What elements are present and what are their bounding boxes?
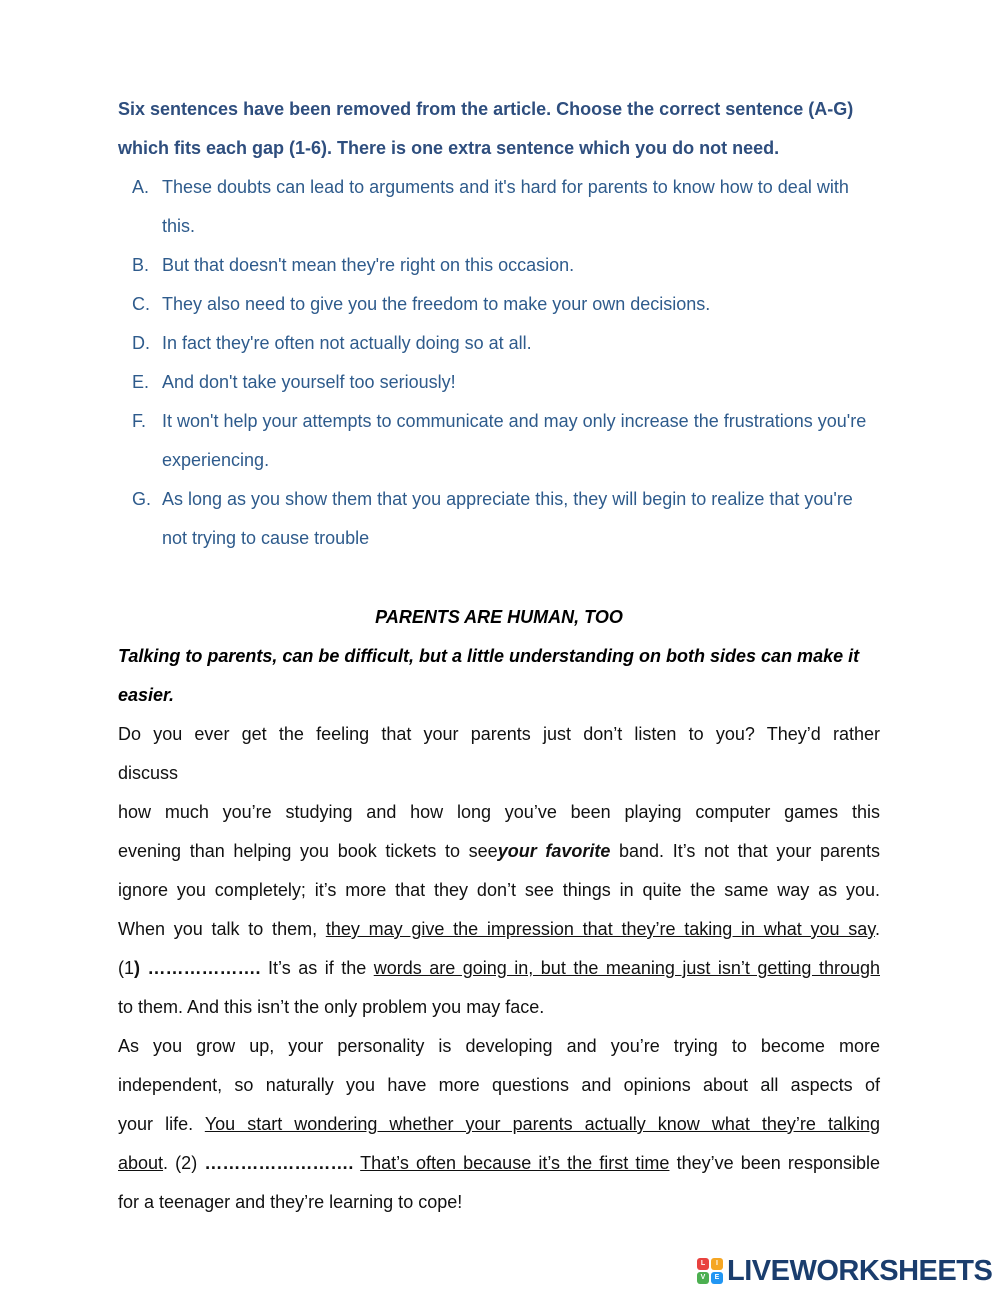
logo-square-icon: E [711,1272,723,1284]
logo-square-icon: V [697,1272,709,1284]
underlined-text: That’s often because it’s the first time [360,1153,670,1173]
instructions-line-1: Six sentences have been removed from the article. Choose the correct sentence (A-G) [118,99,854,119]
option-text: As long as you show them that you appreciate this, they will begin to realize that you're not trying to cause trouble [162,489,853,548]
logo-square-icon: L [697,1258,709,1270]
text-line: how much you’re studying and how long you’ve been playing computer games this [118,802,880,822]
option-g [118,480,880,558]
option-letter: C. [132,294,150,314]
text-line: to them. And this isn’t the only problem you may face. [118,997,545,1017]
article-paragraph-2 [118,1027,880,1222]
options-list [118,168,880,558]
text-span: evening than helping you book tickets to see [118,841,498,861]
option-text: And don't take yourself too seriously! [162,372,456,392]
option-a [118,168,880,246]
text-line: independent, so naturally you have more questions and opinions about all aspects of [118,1075,880,1095]
option-text: They also need to give you the freedom to make your own decisions. [162,294,711,314]
text-line [118,1105,880,1144]
text-span: . (2) [163,1153,205,1173]
option-letter: B. [132,255,150,275]
option-letter: G. [132,489,152,509]
text-line: discuss [118,763,179,783]
option-e [118,363,880,402]
option-d [118,324,880,363]
logo-text: LIVEWORKSHEETS [727,1254,993,1287]
emphasis-text: your favorite [497,841,611,861]
option-letter: A. [132,177,150,197]
text-span: (1 [118,958,135,978]
article-paragraph-1 [118,715,880,1027]
worksheet-page [118,90,880,1222]
option-letter: F. [132,411,147,431]
option-text: But that doesn't mean they're right on this occasion. [162,255,575,275]
instructions [118,90,880,168]
option-f [118,402,880,480]
text-line: for a teenager and they’re learning to cope! [118,1192,463,1212]
text-span: band. It’s not that your parents [610,841,881,861]
text-span: . [874,919,880,939]
option-text: These doubts can lead to arguments and it's hard for parents to know how to deal with this. [162,177,849,236]
logo-square-icon: I [711,1258,723,1270]
option-b [118,246,880,285]
option-c [118,285,880,324]
article-subtitle: Talking to parents, can be difficult, but a little understanding on both sides can make it easier. [118,646,860,705]
underlined-text: You start wondering whether your parents actually know what they’re talking [204,1114,881,1134]
gap-1: ) ………………. [134,958,261,978]
option-text: It won't help your attempts to communicate and may only increase the frustrations you're experiencing. [162,411,867,470]
article-title: PARENTS ARE HUMAN, TOO [375,607,623,627]
text-line [118,949,880,988]
liveworksheets-logo-icon [697,1258,723,1284]
text-line [118,832,880,871]
underlined-text: they may give the impression that they’re taking in what you say [325,919,875,939]
text-span: they’ve been responsible [669,1153,880,1173]
gap-2: ……………………. [204,1153,354,1173]
text-line [118,1144,880,1183]
text-line: Do you ever get the feeling that your parents just don’t listen to you? They’d rather [118,724,880,744]
instructions-line-2: which fits each gap (1-6). There is one extra sentence which you do not need. [118,138,780,158]
option-letter: D. [132,333,150,353]
text-span: When you talk to them, [118,919,326,939]
liveworksheets-logo [697,1255,992,1287]
text-line: ignore you completely; it’s more that they don’t see things in quite the same way as you. [118,880,880,900]
text-line [118,910,880,949]
text-line: As you grow up, your personality is developing and you’re trying to become more [118,1036,880,1056]
underlined-text: about [118,1153,164,1173]
underlined-text: words are going in, but the meaning just isn’t getting through [373,958,880,978]
text-span: your life. [118,1114,205,1134]
text-span: It’s as if the [260,958,374,978]
option-letter: E. [132,372,150,392]
option-text: In fact they're often not actually doing so at all. [162,333,532,353]
